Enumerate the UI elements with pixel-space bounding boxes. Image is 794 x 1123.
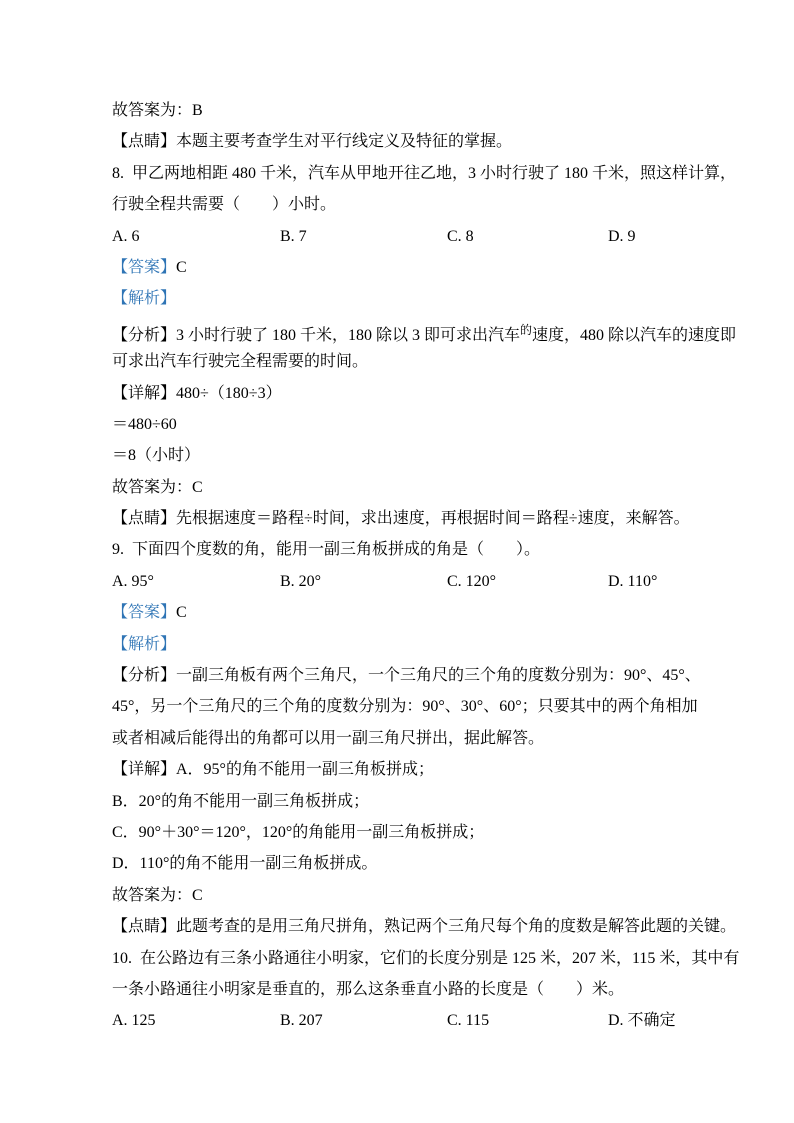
text-line	[112, 817, 682, 848]
text-line	[112, 534, 682, 565]
text-segment: 的	[520, 322, 533, 337]
text-line	[112, 126, 682, 157]
text-line	[112, 189, 682, 220]
text-segment: C	[176, 258, 187, 276]
text-line	[112, 943, 740, 974]
text-segment: C．90°＋30°＝120°，120°的角能用一副三角板拼成；	[112, 823, 485, 841]
text-segment: C	[176, 604, 187, 622]
text-segment: 8. 甲乙两地相距 480 千米，汽车从甲地开往乙地，3 小时行驶了 180 千米，照这样计算，	[112, 164, 737, 182]
text-segment: 故答案为：C	[112, 886, 203, 904]
text-segment: 一条小路通往小明家是垂直的，那么这条垂直小路的长度是（ ）米。	[112, 980, 625, 998]
options-row	[112, 221, 682, 252]
text-line	[112, 660, 701, 691]
option-a: A. 125	[112, 1012, 156, 1030]
text-segment: 故答案为：C	[112, 478, 203, 496]
options-row	[112, 566, 682, 597]
section-label: 【解析】	[112, 290, 177, 308]
text-line	[112, 346, 682, 377]
option-b: B. 7	[280, 227, 307, 245]
options-row	[112, 1005, 682, 1036]
text-segment: D．110°的角不能用一副三角板拼成。	[112, 855, 378, 873]
option-c: C. 120°	[447, 572, 497, 590]
text-line	[112, 629, 682, 660]
text-segment: 10. 在公路边有三条小路通往小明家，它们的长度分别是 125 米，207 米，115 米，其中有	[112, 949, 740, 967]
option-d: D. 9	[608, 227, 636, 245]
text-segment: 或者相减后能得出的角都可以用一副三角尺拼出，据此解答。	[112, 729, 545, 747]
section-label: 【答案】	[112, 604, 177, 622]
text-segment: ＝480÷60	[112, 415, 177, 433]
option-a: A. 6	[112, 227, 140, 245]
text-line	[112, 283, 682, 314]
text-line	[112, 252, 682, 283]
text-line	[112, 754, 682, 785]
text-segment: 速度，480 除以汽车的速度即	[532, 326, 737, 344]
text-segment: 故答案为：B	[112, 102, 203, 119]
option-b: B. 20°	[280, 572, 322, 590]
document-content	[112, 95, 740, 1037]
text-segment: 【分析】3 小时行驶了 180 千米，180 除以 3 即可求出汽车	[112, 326, 521, 344]
text-line	[112, 691, 698, 722]
text-line	[112, 378, 682, 409]
text-segment: 【详解】A．95°的角不能用一副三角板拼成；	[112, 761, 434, 779]
text-segment: 可求出汽车行驶完全程需要的时间。	[112, 353, 369, 371]
text-line	[112, 974, 682, 1005]
text-line	[112, 597, 682, 628]
text-segment: ＝8（小时）	[112, 447, 201, 465]
text-line	[112, 315, 737, 346]
text-segment: 【详解】480÷（180÷3）	[112, 384, 282, 402]
text-line	[112, 786, 682, 817]
text-line	[112, 503, 690, 534]
option-d: D. 不确定	[608, 1012, 676, 1030]
text-segment: B．20°的角不能用一副三角板拼成；	[112, 792, 370, 810]
text-line	[112, 409, 682, 440]
text-segment: 【点睛】本题主要考查学生对平行线定义及特征的掌握。	[112, 133, 513, 151]
text-line	[112, 440, 682, 471]
text-segment: 9. 下面四个度数的角，能用一副三角板拼成的角是（ ）。	[112, 541, 541, 559]
text-line	[112, 95, 682, 126]
text-segment: 【点睛】先根据速度＝路程÷时间，求出速度，再根据时间＝路程÷速度，来解答。	[112, 510, 690, 528]
text-line	[112, 158, 737, 189]
text-segment: 行驶全程共需要（ ）小时。	[112, 196, 337, 214]
text-line	[112, 880, 682, 911]
text-line	[112, 848, 682, 879]
text-line	[112, 723, 682, 754]
option-a: A. 95°	[112, 572, 154, 590]
option-c: C. 8	[447, 227, 474, 245]
text-segment: 【分析】一副三角板有两个三角尺，一个三角尺的三个角的度数分别为：90°、45°、	[112, 667, 701, 685]
option-b: B. 207	[280, 1012, 323, 1030]
section-label: 【答案】	[112, 258, 177, 276]
text-line	[112, 911, 737, 942]
section-label: 【解析】	[112, 635, 177, 653]
text-segment: 45°，另一个三角尺的三个角的度数分别为：90°、30°、60°；只要其中的两个角相加	[112, 698, 698, 716]
text-segment: 【点睛】此题考查的是用三角尺拼角，熟记两个三角尺每个角的度数是解答此题的关键。	[112, 918, 737, 936]
text-line	[112, 472, 682, 503]
option-d: D. 110°	[608, 572, 658, 590]
option-c: C. 115	[447, 1012, 490, 1030]
